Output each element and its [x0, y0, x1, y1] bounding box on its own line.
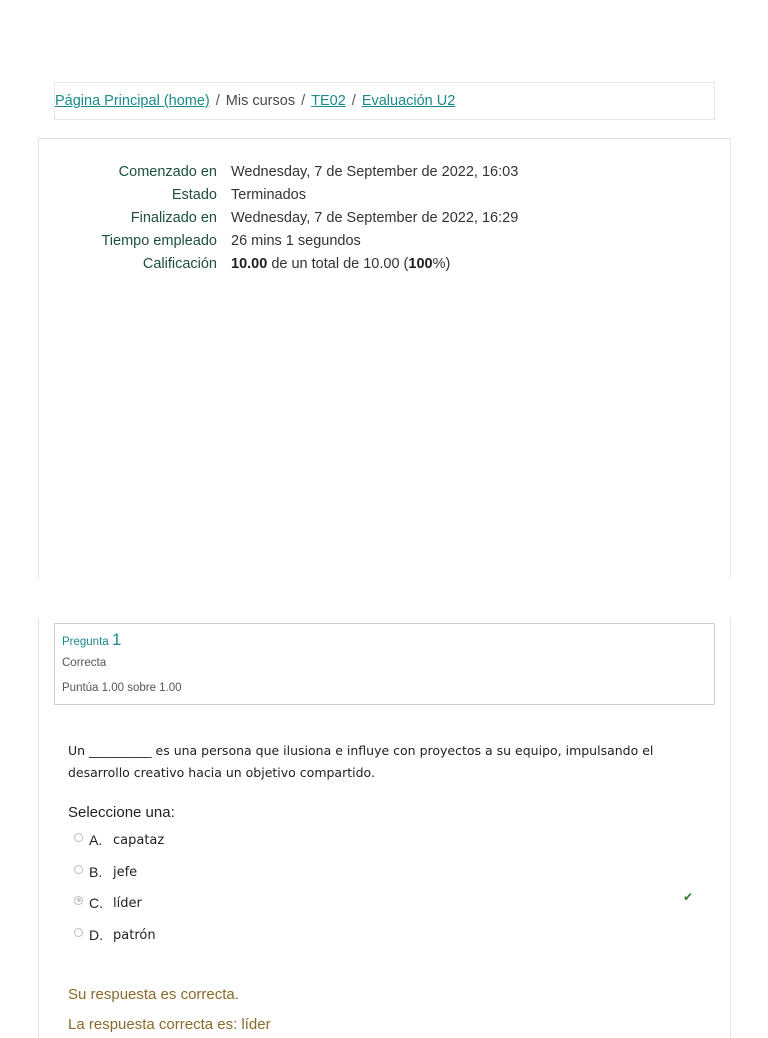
question-number-value: 1 — [111, 630, 122, 649]
summary-label: Calificación — [142, 256, 217, 272]
summary-row-time-taken — [79, 230, 518, 253]
summary-row-grade — [79, 253, 518, 276]
right-answer-text: La respuesta correcta es: líder — [68, 1016, 271, 1033]
grade-percent: 100 — [408, 256, 433, 272]
grade-score: 10.00 — [231, 256, 268, 272]
option-text: patrón — [113, 927, 156, 943]
option-text: líder — [113, 895, 142, 911]
summary-value: 26 mins 1 segundos — [231, 233, 361, 249]
option-letter: A. — [89, 832, 103, 848]
radio-button[interactable] — [74, 865, 83, 874]
question-state: Correcta — [62, 657, 107, 669]
answer-option-c[interactable] — [74, 895, 142, 911]
check-icon: ✔ — [683, 890, 694, 904]
answer-option-d[interactable] — [74, 927, 156, 943]
summary-row-state — [79, 184, 518, 207]
answer-option-a[interactable] — [74, 832, 164, 848]
answer-prompt: Seleccione una: — [68, 804, 175, 821]
radio-button[interactable] — [74, 833, 83, 842]
summary-row-finished — [79, 207, 518, 230]
option-letter: B. — [89, 864, 103, 880]
grade-end: %) — [432, 256, 451, 272]
summary-grade-value — [231, 253, 518, 276]
option-text: jefe — [113, 864, 138, 880]
grade-middle: de un total de 10.00 ( — [271, 256, 409, 272]
radio-button-selected[interactable] — [74, 896, 83, 905]
summary-label: Finalizado en — [130, 210, 217, 226]
summary-label: Estado — [171, 187, 217, 203]
question-number — [62, 630, 121, 650]
answer-option-b[interactable] — [74, 864, 137, 880]
breadcrumb-my-courses: Mis cursos — [225, 93, 296, 109]
feedback-text: Su respuesta es correcta. — [68, 986, 239, 1003]
summary-value: Wednesday, 7 de September de 2022, 16:29 — [231, 210, 519, 226]
question-text: Un __________ es una persona que ilusiona e influye con proyectos a su equipo, impulsando el desarrollo creativo hacia un objetivo compartido. — [68, 743, 654, 780]
breadcrumb-separator: / — [351, 93, 356, 109]
breadcrumb-quiz-link[interactable]: Evaluación U2 — [361, 93, 456, 109]
option-letter: C. — [89, 895, 103, 911]
option-text: capataz — [113, 832, 165, 848]
summary-value: Terminados — [231, 187, 306, 203]
summary-label: Comenzado en — [118, 164, 217, 180]
summary-value: Wednesday, 7 de September de 2022, 16:03 — [231, 164, 519, 180]
breadcrumb-course-link[interactable]: TE02 — [311, 93, 346, 109]
option-letter: D. — [89, 927, 103, 943]
breadcrumb-separator: / — [215, 93, 220, 109]
breadcrumb-home-link[interactable]: Página Principal (home) — [55, 93, 210, 109]
breadcrumb-separator: / — [301, 93, 306, 109]
question-info — [54, 623, 715, 705]
summary-row-started — [79, 161, 518, 184]
attempt-summary-table — [79, 161, 518, 276]
summary-label: Tiempo empleado — [101, 233, 217, 249]
question-grade: Puntúa 1.00 sobre 1.00 — [62, 682, 182, 694]
breadcrumb — [54, 82, 715, 120]
radio-button[interactable] — [74, 928, 83, 937]
question-prefix: Pregunta — [62, 636, 109, 648]
attempt-summary — [38, 138, 731, 578]
